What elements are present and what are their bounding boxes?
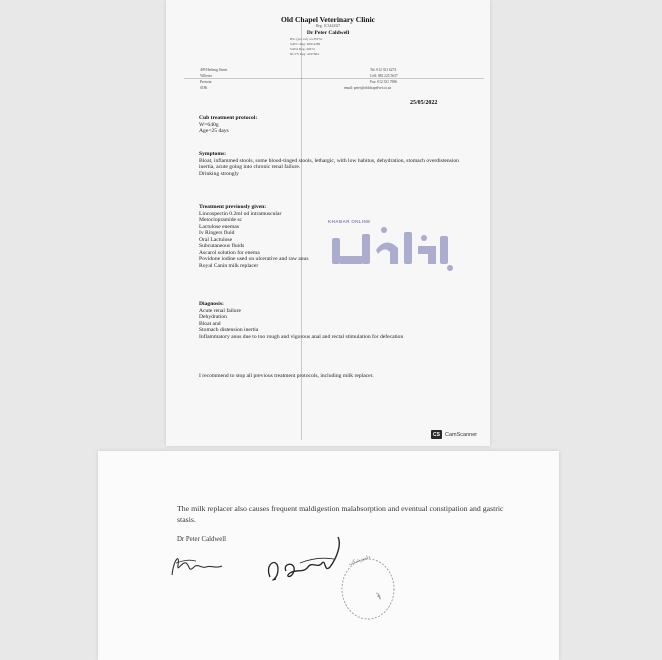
clinic-reg: Reg: 1C3444327 <box>315 24 341 28</box>
symptoms-title: Symptoms: <box>199 151 227 157</box>
watermark-logo-icon <box>326 216 462 274</box>
protocol-title: Cub treatment protocol: <box>199 115 258 121</box>
protocol-weight: W=640g <box>199 121 219 128</box>
treatment-item: Metoclopramide sc <box>199 217 243 223</box>
symptoms-section <box>199 151 461 177</box>
treatment-title: Treatment previously given: <box>199 204 267 210</box>
document-page-1 <box>166 0 490 446</box>
treatment-item: Lincospectin 0.2ml od intramuscular <box>199 210 282 217</box>
doctor-signature-icon <box>166 549 226 579</box>
document-page-2 <box>98 451 559 660</box>
letter-date: 25/05/2022 <box>410 100 438 106</box>
treatment-item: Oral Lactulose <box>199 236 233 243</box>
diagnosis-item: Acute renal failure <box>199 307 241 314</box>
stamp-text-side: مهر <box>375 591 384 601</box>
protocol-section <box>199 115 461 135</box>
page2-doctor-name: Dr Peter Caldwell <box>177 536 227 543</box>
watermark-label: KHABAR ONLINE <box>328 219 371 224</box>
recommendation: I recommend to stop all previous treatment protocols, including milk replacer. <box>199 373 374 379</box>
clinic-name: Old Chapel Veterinary Clinic <box>281 15 375 24</box>
treatment-item: Povidone iodine used on ulcerative and raw anus <box>199 256 309 262</box>
clinic-contact: Tel: 012 331 6274 Cell: 082 225 5637 Fax: 012 331 7696 <box>370 68 398 84</box>
diagnosis-extra: Inflammatory anus due to too rough and vigorous anal and rectal stimulation for defecation <box>199 333 404 340</box>
diagnosis-section <box>199 301 461 340</box>
clinic-email: email: peter@oldchapelvet.co.za <box>344 86 392 90</box>
fold-line-horizontal <box>184 78 484 79</box>
diagnosis-item: Stomach distension inertia <box>199 327 259 333</box>
camscanner-label: CamScanner <box>445 431 478 438</box>
clinic-address: 499 Herberg Street Villieria Pretoria 0186 <box>200 68 228 90</box>
stamp-signature-icon <box>260 533 400 623</box>
doctor-name: Dr Peter Caldwell <box>306 30 350 36</box>
diagnosis-item: Bloat and <box>199 320 221 327</box>
symptoms-extra: Drinking strongly <box>199 170 239 177</box>
doctor-qualifications: BSc (pre vet) ocs BVSc SAVC Reg: D99 4286 SAVA Reg: 40474 RCVS Reg: 4197664 <box>290 37 323 56</box>
treatment-item: Lactulose enemas <box>199 223 239 230</box>
symptoms-text: Bloat, inflammed stools, some blood-tinged stools, lethargic, with low habitus, dehydration, stomach overdistension inertia, acute going into chronic renal failure. <box>199 157 459 170</box>
protocol-age: Age=25 days <box>199 128 229 134</box>
stamp-text-top: دامپزشکی <box>348 554 372 567</box>
treatment-item: Iv Ringers fluid <box>199 230 235 236</box>
page2-note: The milk replacer also causes frequent maldigestion malabsorption and eventual constipation and gastric stasis. <box>177 504 504 524</box>
camscanner-badge <box>431 430 477 439</box>
camscanner-icon: CS <box>431 430 442 439</box>
diagnosis-item: Dehydration <box>199 314 227 320</box>
treatment-item: Ascarol solution for enema <box>199 249 260 256</box>
treatment-item: Subcutaneous fluids <box>199 243 245 249</box>
diagnosis-title: Diagnosis: <box>199 301 224 307</box>
treatment-item: Royal Canin milk replacer <box>199 262 259 269</box>
